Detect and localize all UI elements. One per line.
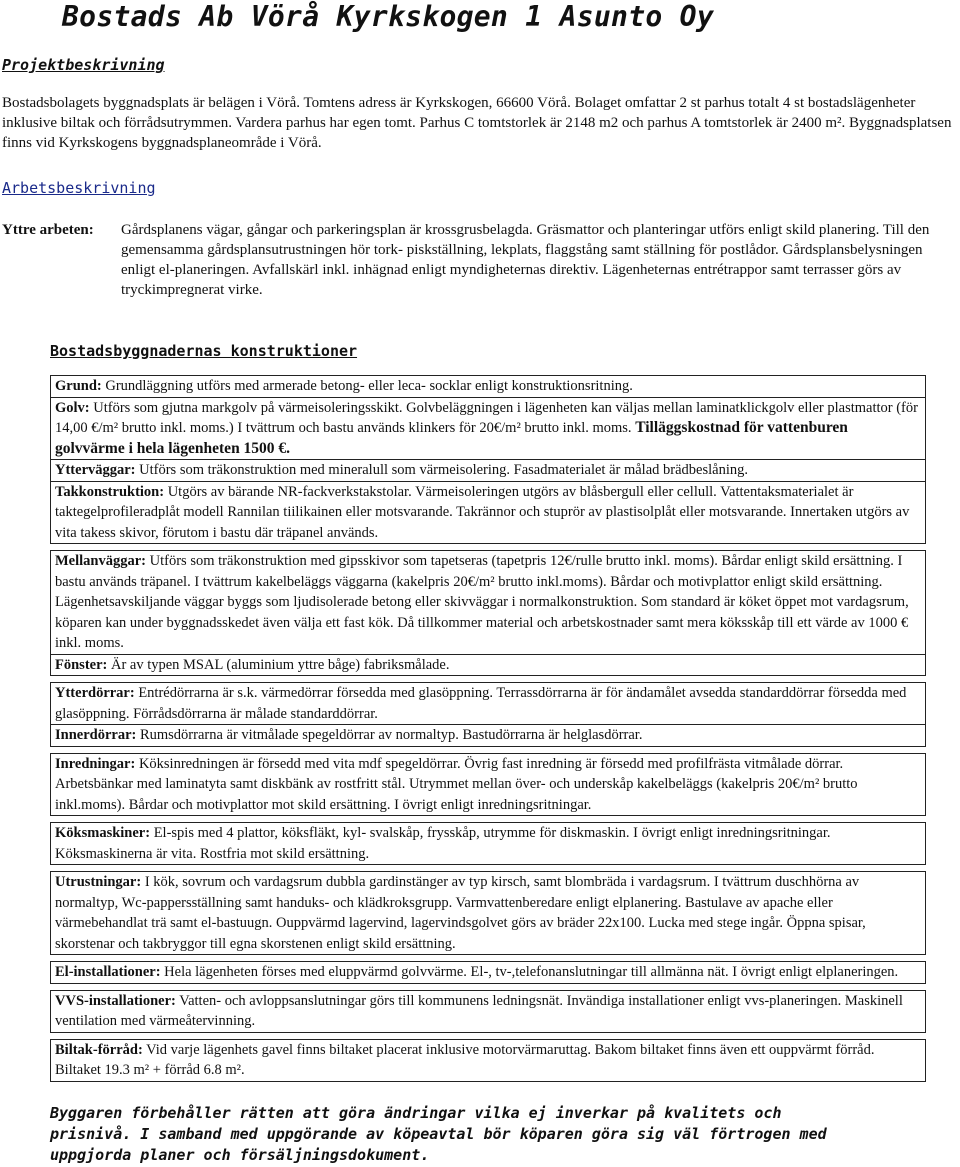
koksmaskiner-text: El-spis med 4 plattor, köksfläkt, kyl- svalskåp, frysskåp, utrymme för diskmaskin. I övrigt enligt inredningsritningar. Köksmaskinerna är vita. Rostfria mot skild ersättning. [55, 825, 831, 862]
ytterdorr-text: Entrédörrarna är s.k. värmedörrar försedda med glasöppning. Terrassdörrarna är för ändamålet avsedda standarddörrar försedda med glasöppning. Förrådsdörrarna är målade standarddörrar. [55, 685, 907, 722]
mellan-block [50, 550, 926, 654]
tak-block [50, 481, 926, 545]
tak-text: Utgörs av bärande NR-fackverkstakstolar. Värmeisoleringen utgörs av blåsbergull eller cellull. Vattentaksmaterialet är taktegelprofileradplåt modell Rannilan tiilikainen eller motsvarande. Takrännor och stuprör av plastisolplåt eller motsvarande. Innertaken utgörs av vita takess skivor, förutom i bastu där träpanel används. [55, 483, 910, 541]
golv-text: Utförs som gjutna markgolv på värmeisoleringsskikt. Golvbeläggningen i lägenheten kan väljas mellan laminatklickgolv eller plastmattor (för 14,00 €/m² brutto inkl. moms.) I tvättrum och bastu används klinkers för 20€/m² brutto inkl. moms. [55, 399, 918, 436]
utrustning-label: Utrustningar: [55, 874, 142, 890]
el-label: El-installationer: [55, 964, 161, 980]
fonster-label: Fönster: [55, 656, 108, 673]
document-title: Bostads Ab Vörå Kyrkskogen 1 Asunto Oy [62, 0, 714, 33]
yttre-label: Yttre arbeten: [2, 222, 94, 238]
fonster-text: Är av typen MSAL (aluminium yttre båge) fabriksmålade. [107, 656, 450, 673]
el-block [50, 961, 926, 984]
utrustning-text: I kök, sovrum och vardagsrum dubbla gardinstänger av typ kirsch, samt blombräda i vardagsrum. I tvättrum duschhörna av normaltyp, Wc-pappersställning samt handuks- och klädkroksgrupp. Varmvattenberedare enligt elplanering. Bastulave av apache eller värmebehandlat trä samt el-bastuugn. Ouppvärmd lagervind, lagervindsgolvet görs av bräder 22x100. Lucka med stege ingår. Öppna spisar, skorstenar och takbryggor till egna skorstenen enligt skild ersättning. [55, 874, 866, 952]
ytter-text: Utförs som träkonstruktion med mineralull som värmeisolering. Fasadmaterialet är målad brädbeslåning. [135, 462, 748, 478]
ytter-label: Ytterväggar: [55, 462, 136, 478]
inredning-label: Inredningar: [55, 755, 136, 772]
ytterdorr-label: Ytterdörrar: [55, 685, 135, 701]
mellan-label: Mellanväggar: [55, 553, 147, 569]
biltak-label: Biltak-förråd: [55, 1041, 143, 1058]
arbete-heading: Arbetsbeskrivning [2, 179, 156, 197]
vvs-block [50, 990, 926, 1033]
biltak-block [50, 1039, 926, 1082]
grund-block [50, 375, 926, 397]
koksmaskiner-label: Köksmaskiner: [55, 825, 151, 841]
inredning-block [50, 753, 926, 817]
tak-label: Takkonstruktion: [55, 483, 165, 500]
innerdorr-block [50, 724, 926, 747]
grund-label: Grund: [55, 378, 102, 394]
projekt-text: Bostadsbolagets byggnadsplats är belägen i Vörå. Tomtens adress är Kyrkskogen, 66600 Vörå. Bolaget omfattar 2 st parhus totalt 4 st bostadslägenheter inklusive biltak och förrådsutrymmen. Vardera parhus har egen tomt. Parhus C tomtstorlek är 2148 m2 och parhus A tomtstorlek är 2400 m². Byggnadsplatsen finns vid Kyrkskogens byggnadsplaneområde i Vörå. [2, 95, 952, 151]
inredning-text: Köksinredningen är försedd med vita mdf spegeldörrar. Övrig fast inredning är försedd med profilfrästa vitmålade dörrar. Arbetsbänkar med laminatyta samt diskbänk av rostfritt stål. Utrymmet mellan över- och underskåp kakelbeläggs (kakelpris 20€/m² brutto inkl.moms). Bårdar och motivplattor mot skild ersättning. I övrigt enligt inredningsritningar. [55, 755, 858, 813]
utrustning-block [50, 871, 926, 955]
ytter-block [50, 459, 926, 481]
konstruktion-heading: Bostadsbyggnadernas konstruktioner [50, 342, 358, 360]
golv-block [50, 397, 926, 460]
ytterdorr-block [50, 682, 926, 724]
biltak-text: Vid varje lägenhets gavel finns biltaket placerat inklusive motorvärmaruttag. Bakom biltaket finns även ett ouppvärmt förråd. Biltaket 19.3 m² + förråd 6.8 m². [55, 1041, 875, 1078]
innerdorr-text: Rumsdörrarna är vitmålade spegeldörrar av normaltyp. Bastudörrarna är helglasdörrar. [136, 727, 643, 743]
golv-extra: Tilläggskostnad för vattenburen golvvärme i hela lägenheten 1500 €. [55, 419, 848, 457]
mellan-text: Utförs som träkonstruktion med gipsskivor som tapetseras (tapetpris 12€/rulle brutto inkl. moms). Bårdar enligt skild ersättning. I bastu används träpanel. I tvättrum kakelbeläggs väggarna (kakelpris 20€/m² brutto inkl.moms). Bårdar och motivplattor enligt skild ersättning. Lägenhetsavskiljande väggar byggs som ljudisolerade betong eller skivväggar i normalkonstruktion. Som standard är köket öppet mot vardagsrum, köparen kan under byggnadsskedet även välja ett fast kök. Då tillkommer material och arbetskostnader samt mera köksskåp till ett värde av 1000 € inkl. moms. [55, 553, 909, 651]
grund-text: Grundläggning utförs med armerade betong- eller leca- socklar enligt konstruktionsritning. [101, 378, 633, 394]
konstruktion-list [50, 375, 926, 1088]
innerdorr-label: Innerdörrar: [55, 727, 137, 743]
vvs-text: Vatten- och avloppsanslutningar görs till kommunens ledningsnät. Invändiga installationer enligt vvs-planeringen. Maskinell ventilation med värmeåtervinning. [55, 992, 903, 1029]
koksmaskiner-block [50, 822, 926, 865]
vvs-label: VVS-installationer: [55, 992, 176, 1009]
footer-note: Byggaren förbehåller rätten att göra ändringar vilka ej inverkar på kvalitets och prisnivå. I samband med uppgörande av köpeavtal bör köparen göra sig väl förtrogen med uppgjorda planer och försäljningsdokument. [50, 1104, 827, 1164]
projekt-heading: Projektbeskrivning [2, 56, 165, 74]
golv-label: Golv: [55, 399, 90, 416]
el-text: Hela lägenheten förses med eluppvärmd golvvärme. El-, tv-,telefonanslutningar till allmänna nät. I övrigt enligt elplaneringen. [160, 964, 899, 980]
fonster-block [50, 654, 926, 677]
yttre-text: Gårdsplanens vägar, gångar och parkeringsplan är krossgrusbelagda. Gräsmattor och planteringar utförs enligt skild planering. Till den gemensamma gårdsplansutrustningen hör tork- piskställning, lekplats, flaggstång samt ställning för postlådor. Gårdsplansbelysningen enligt el-planeringen. Avfallskärl inkl. inhägnad enligt myndigheternas direktiv. Lägenheternas entrétrappor samt terrasser görs av tryckimpregnerat virke. [121, 222, 930, 298]
